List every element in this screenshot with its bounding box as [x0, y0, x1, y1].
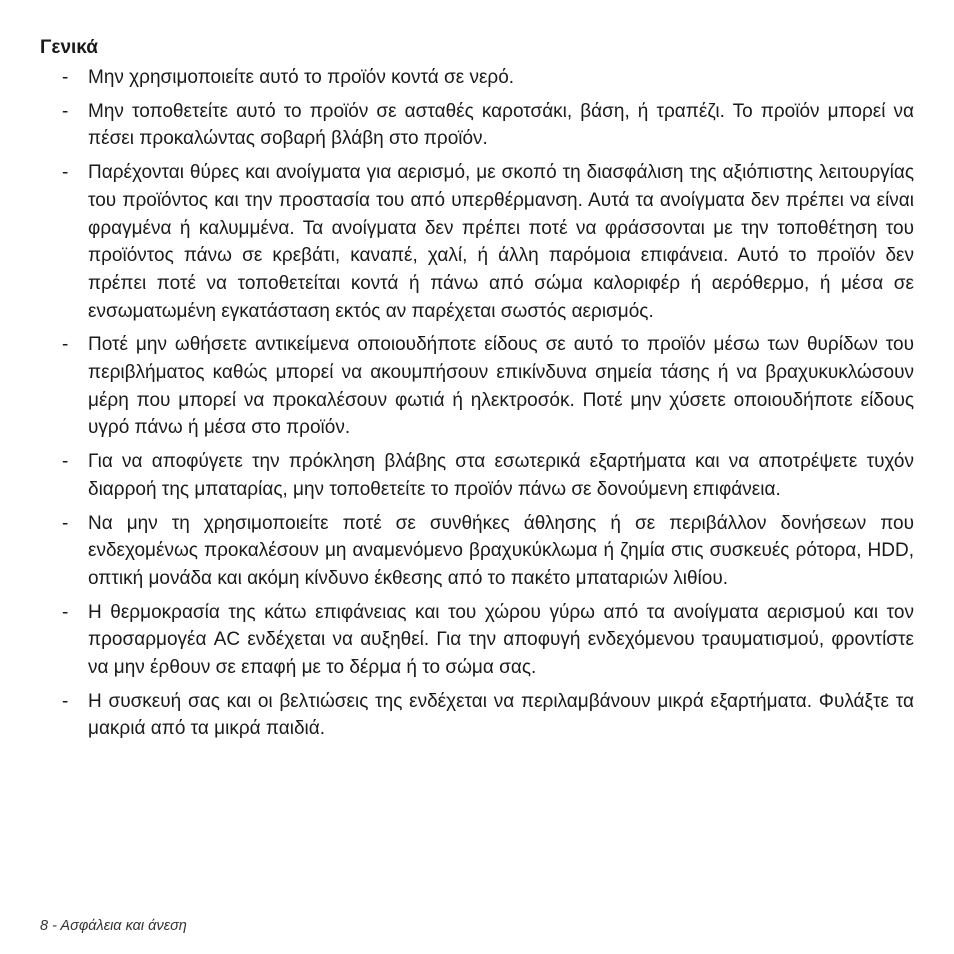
list-item-text: Η συσκευή σας και οι βελτιώσεις της ενδέχεται να περιλαμβάνουν μικρά εξαρτήματα. Φυλάξτε τα μακριά από τα μικρά παιδιά. [88, 690, 914, 740]
list-item [40, 98, 914, 153]
list-item-text: Η θερμοκρασία της κάτω επιφάνειας και του χώρου γύρω από τα ανοίγματα αερισμού και τον προσαρμογέα AC ενδέχεται να αυξηθεί. Για την αποφυγή ενδεχόμενου τραυματισμού, φροντίστε να μην έρθουν σε επαφή με το δέρμα ή το σώμα σας. [88, 601, 914, 679]
list-item [40, 599, 914, 682]
list-item-text: Μην τοποθετείτε αυτό το προϊόν σε ασταθές καροτσάκι, βάση, ή τραπέζι. Το προϊόν μπορεί να πέσει προκαλώντας σοβαρή βλάβη στο προϊόν. [88, 100, 914, 150]
list-item [40, 159, 914, 325]
list-item [40, 688, 914, 743]
bullet-dash: - [62, 512, 69, 534]
list-item-text: Παρέχονται θύρες και ανοίγματα για αερισμό, με σκοπό τη διασφάλιση της αξιόπιστης λειτουργίας του προϊόντος και την προστασία του από υπερθέρμανση. Αυτά τα ανοίγματα δεν πρέπει να είναι φραγμένα ή καλυμμένα. Τα ανοίγματα δεν πρέπει ποτέ να φράσσονται με την τοποθέτηση του προϊόντος πάνω σε κρεβάτι, καναπέ, χαλί, ή άλλη παρόμοια επιφάνεια. Αυτό το προϊόν δεν πρέπει ποτέ να τοποθετείται κοντά ή πάνω από σώμα καλοριφέρ ή αερόθερμο, ή μέσα σε ενσωματωμένη εγκατάσταση εκτός αν παρέχεται σωστός αερισμός. [88, 162, 914, 322]
bullet-dash: - [62, 601, 69, 623]
bullet-dash: - [62, 690, 69, 712]
list-item-text: Να μην τη χρησιμοποιείτε ποτέ σε συνθήκες άθλησης ή σε περιβάλλον δονήσεων που ενδεχομένως προκαλέσουν μη αναμενόμενο βραχυκύκλωμα ή ζημία στις συσκευές ρότορα, HDD, οπτική μονάδα και ακόμη κίνδυνο έκθεσης από το πακέτο μπαταριών λιθίου. [88, 512, 914, 589]
list-item [40, 510, 914, 593]
list-item-text: Μην χρησιμοποιείτε αυτό το προϊόν κοντά σε νερό. [88, 67, 515, 88]
list-item [40, 448, 914, 503]
bullet-dash: - [62, 451, 69, 473]
section-title: Γενικά [40, 37, 98, 58]
list-item [40, 64, 914, 92]
bullet-dash: - [62, 162, 69, 184]
bullet-dash: - [62, 100, 69, 122]
list-item-text: Ποτέ μην ωθήσετε αντικείμενα οποιουδήποτε είδους σε αυτό το προϊόν μέσω των θυρίδων του περιβλήματος καθώς μπορεί να ακουμπήσουν επικίνδυνα σημεία τάσης ή να βραχυκυκλώσουν μέρη που μπορεί να προκαλέσουν φωτιά ή ηλεκτροσόκ. Ποτέ μην χύσετε οποιουδήποτε είδους υγρό πάνω ή μέσα στο προϊόν. [88, 334, 914, 439]
list-item-text: Για να αποφύγετε την πρόκληση βλάβης στα εσωτερικά εξαρτήματα και να αποτρέψετε τυχόν διαρροή της μπαταρίας, μην τοποθετείτε το προϊόν πάνω σε δονούμενη επιφάνεια. [88, 451, 914, 500]
safety-list [40, 64, 914, 749]
bullet-dash: - [62, 67, 69, 88]
bullet-dash: - [62, 334, 69, 356]
page-footer: 8 - Ασφάλεια και άνεση [40, 918, 187, 934]
list-item [40, 331, 914, 442]
